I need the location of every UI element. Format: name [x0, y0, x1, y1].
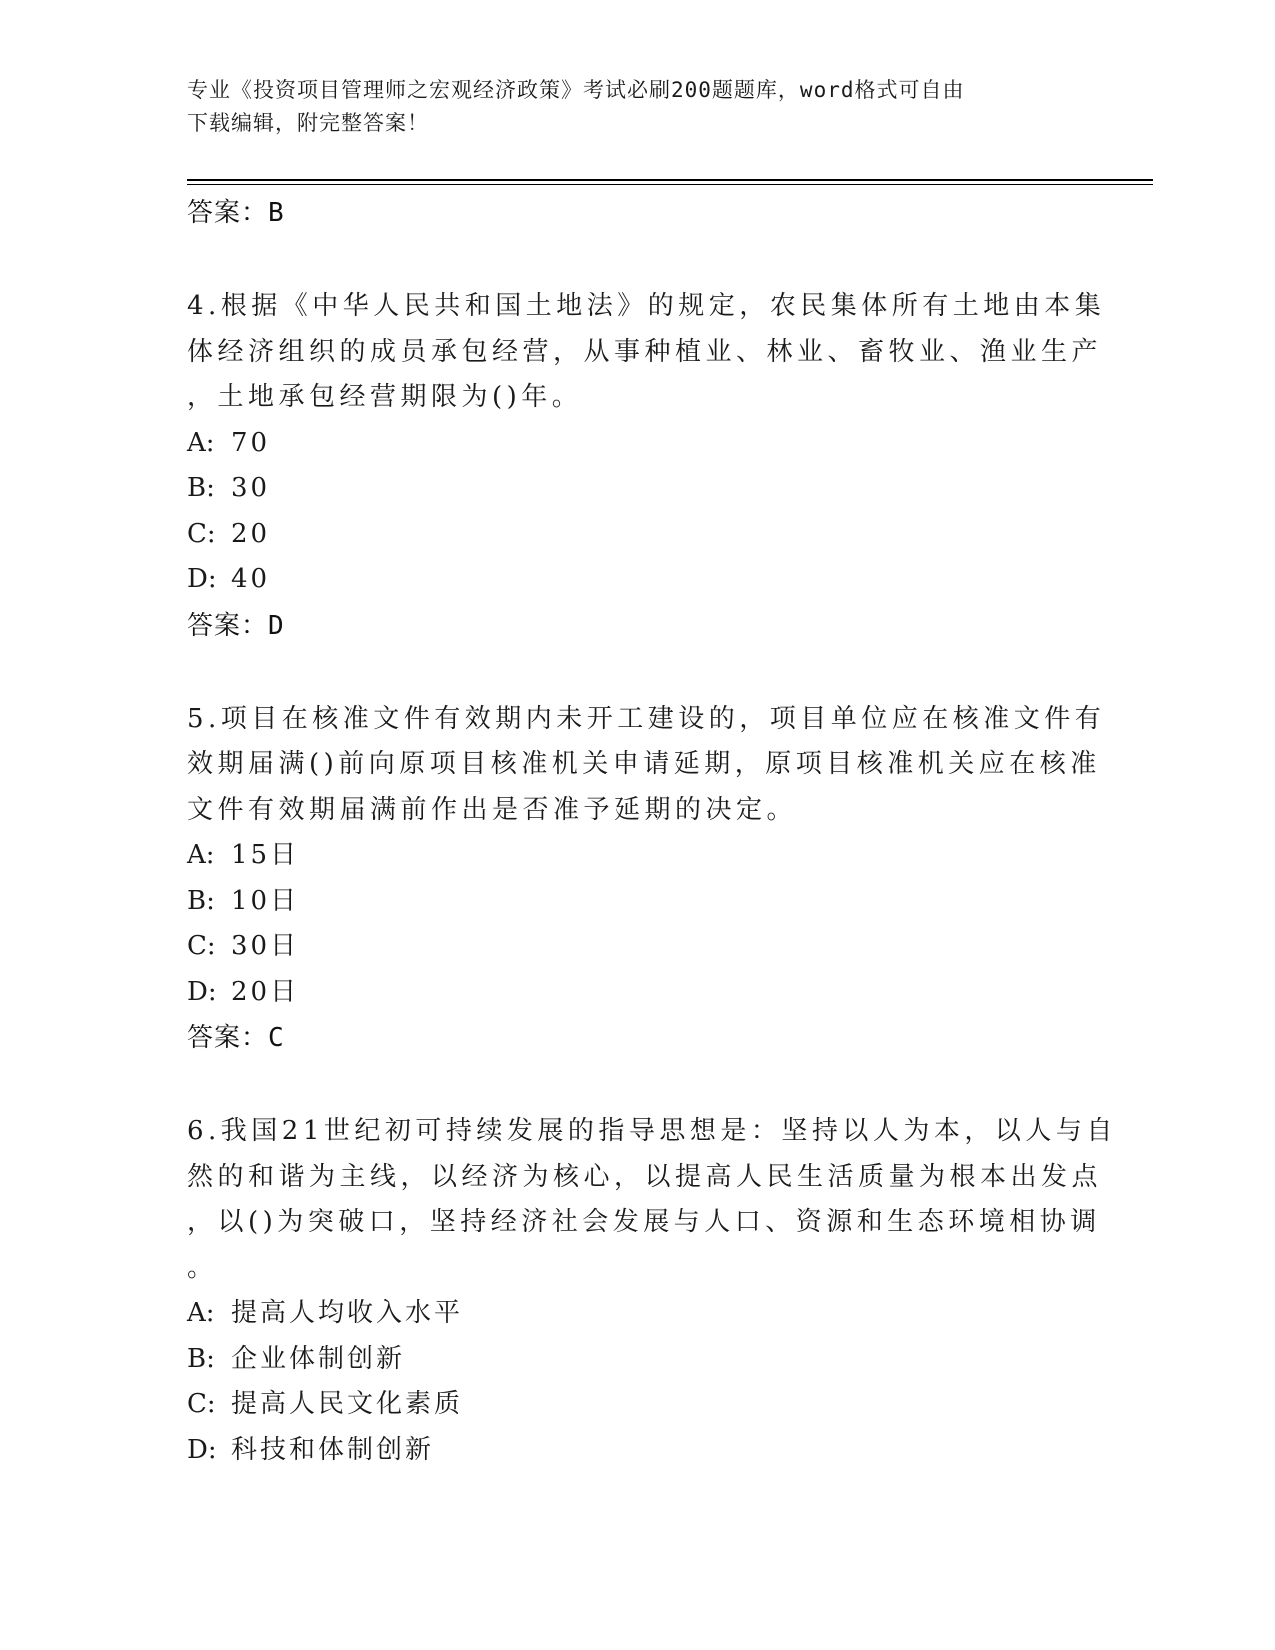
question-stem-line: 然的和谐为主线，以经济为核心，以提高人民生活质量为根本出发点 [187, 1161, 1103, 1192]
option-c [187, 512, 1087, 558]
question-stem-line: 体经济组织的成员承包经营，从事种植业、林业、畜牧业、渔业生产 [187, 336, 1103, 367]
header-rule-thin [187, 184, 1153, 185]
question-stem-line: 效期届满()前向原项目核准机关申请延期，原项目核准机关应在核准 [187, 749, 1101, 779]
question-stem [187, 697, 1106, 834]
option-key: B: [187, 885, 215, 916]
question-list [187, 190, 1117, 1473]
option-text: 10日 [231, 885, 300, 916]
option-a [187, 421, 1087, 467]
option-key: C: [187, 1389, 216, 1419]
option-text: 15日 [231, 840, 300, 870]
option-text: 提高人均收入水平 [231, 1298, 464, 1328]
answer-label: 答案：D [187, 610, 285, 641]
option-key: B: [187, 1343, 215, 1374]
option-key: C: [187, 931, 216, 961]
page-header [187, 74, 1067, 140]
option-d [187, 970, 1087, 1016]
option-text: 30日 [231, 931, 300, 961]
option-text: 科技和体制创新 [231, 1434, 435, 1465]
option-c [187, 1382, 1087, 1428]
option-text: 40 [231, 564, 271, 594]
option-a [187, 1291, 1087, 1337]
option-text: 企业体制创新 [231, 1343, 406, 1374]
question-stem [187, 1109, 1117, 1291]
option-d [187, 1428, 1087, 1474]
option-key: D: [187, 564, 217, 594]
option-text: 20 [231, 518, 271, 549]
option-key: D: [187, 1434, 217, 1465]
option-key: A: [187, 1298, 215, 1328]
option-b [187, 879, 1087, 925]
header-line-2: 下载编辑，附完整答案！ [187, 111, 429, 135]
option-text: 70 [231, 427, 271, 458]
question-stem-line: ，以()为突破口，坚持经济社会发展与人口、资源和生态环境相协调 [187, 1207, 1101, 1237]
header-line-1: 专业《投资项目管理师之宏观经济政策》考试必刷200题题库，word格式可自由 [187, 78, 965, 102]
question-stem-line: 。 [187, 1252, 218, 1283]
option-a [187, 833, 1087, 879]
question-stem-line: 5.项目在核准文件有效期内未开工建设的，项目单位应在核准文件有 [187, 703, 1106, 734]
question-6 [187, 1109, 1117, 1473]
question-4 [187, 284, 1106, 649]
option-key: D: [187, 976, 217, 1007]
option-key: B: [187, 473, 215, 503]
answer-label: 答案：B [187, 198, 285, 228]
option-key: A: [187, 840, 215, 870]
option-key: C: [187, 518, 216, 549]
option-text: 提高人民文化素质 [231, 1389, 464, 1419]
question-stem-line: ，土地承包经营期限为()年。 [187, 382, 583, 412]
answer-label: 答案：C [187, 1023, 285, 1053]
option-text: 30 [231, 473, 271, 503]
question-stem-line: 4.根据《中华人民共和国土地法》的规定，农民集体所有土地由本集 [187, 291, 1106, 321]
question-stem-line: 6.我国21世纪初可持续发展的指导思想是：坚持以人为本，以人与自 [187, 1116, 1117, 1146]
option-b [187, 466, 1087, 512]
header-rule [187, 179, 1153, 181]
question-stem-line: 文件有效期届满前作出是否准予延期的决定。 [187, 794, 798, 825]
option-b [187, 1337, 1087, 1383]
option-key: A: [187, 427, 215, 458]
question-5 [187, 697, 1106, 1062]
option-c [187, 924, 1087, 970]
option-d [187, 557, 1087, 603]
question-stem [187, 284, 1106, 421]
option-text: 20日 [231, 976, 300, 1007]
